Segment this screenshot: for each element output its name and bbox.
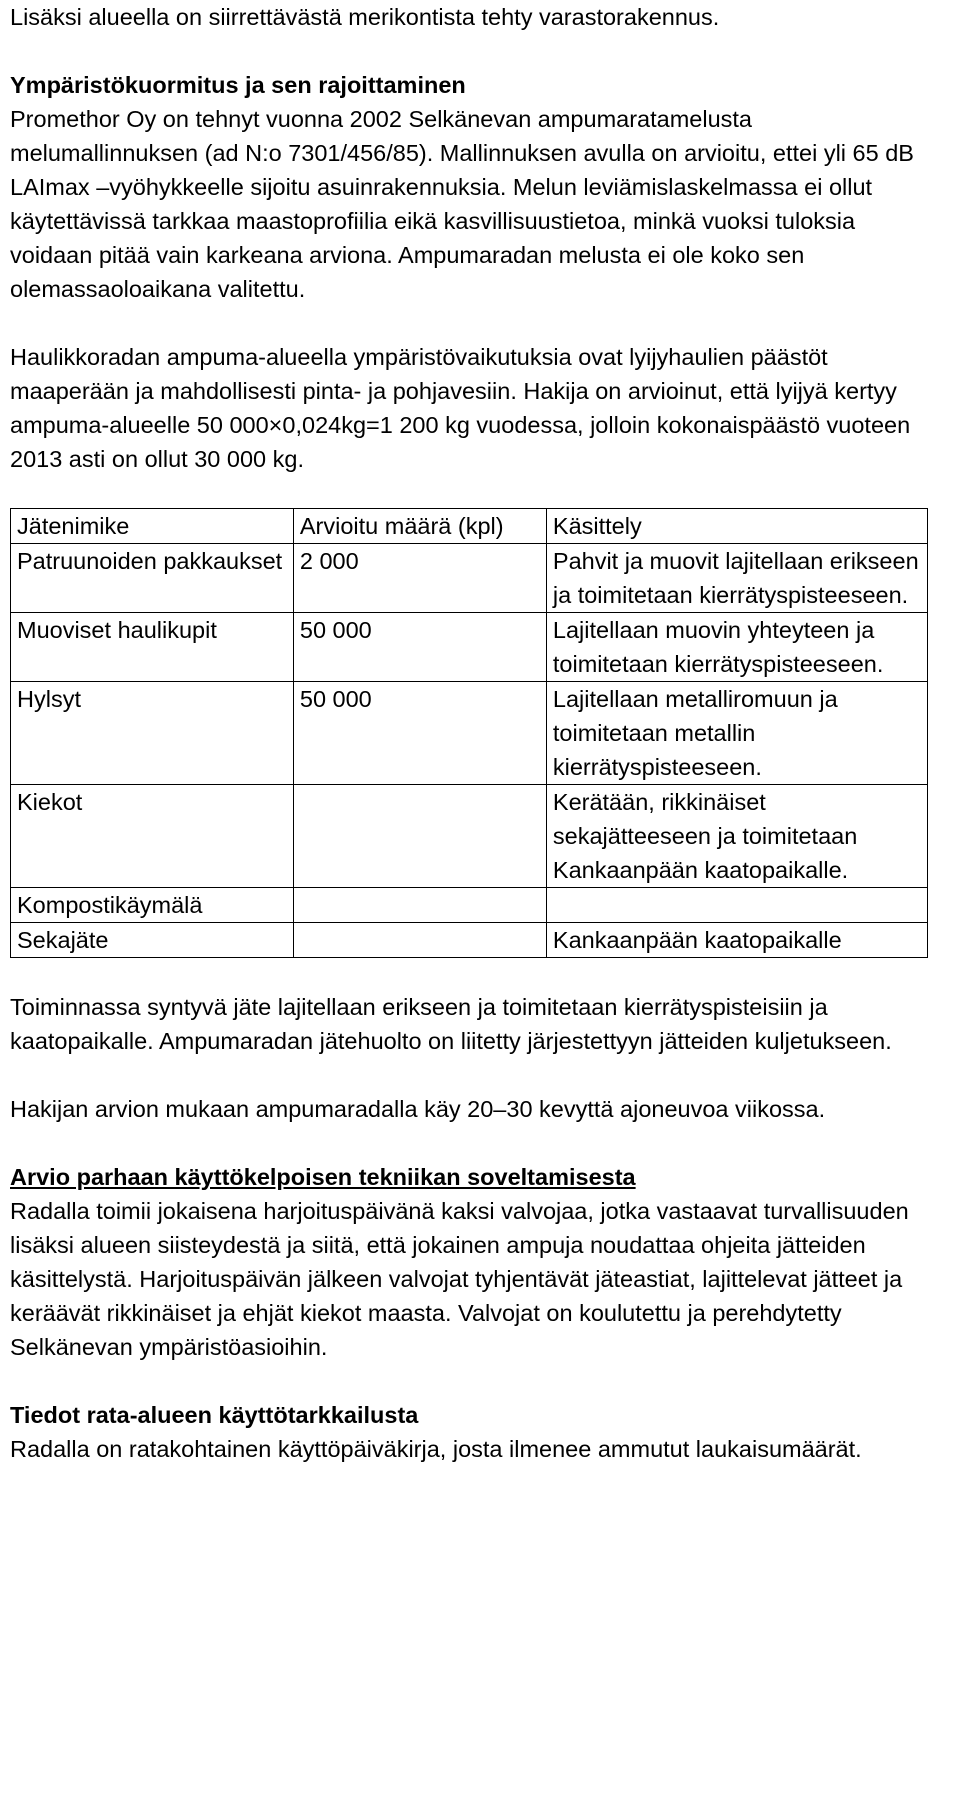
table-header-row (11, 509, 928, 544)
table-cell: Kompostikäymälä (11, 888, 294, 923)
lead-paragraph: Haulikkoradan ampuma-alueella ympäristövaikutuksia ovat lyijyhaulien päästöt maaperään ja mahdollisesti pinta- ja pohjavesiin. Hakija on arvioinut, että lyijyä kertyy ampuma-alueelle 50 000×0,024kg=1 200 kg vuodessa, jolloin kokonaispäästö vuoteen 2013 asti on ollut 30 000 kg. (10, 344, 911, 472)
monitoring-paragraph: Radalla on ratakohtainen käyttöpäiväkirja, josta ilmenee ammutut laukaisumäärät. (10, 1436, 862, 1462)
table-cell: 2 000 (293, 544, 546, 613)
spacer (10, 306, 940, 340)
spacer (10, 1364, 940, 1398)
env-load-heading: Ympäristökuormitus ja sen rajoittaminen (10, 72, 466, 98)
table-row (11, 785, 928, 888)
bat-paragraph: Radalla toimii jokaisena harjoituspäivänä kaksi valvojaa, jotka vastaavat turvallisuuden lisäksi alueen siisteydestä ja siitä, että jokainen ampuja noudattaa ohjeita jätteiden käsittelystä. Harjoituspäivän jälkeen valvojat tyhjentävät jäteastiat, lajittelevat jätteet ja keräävät rikkinäiset ja ehjät kiekot maasta. Valvojat on koulutettu ja perehdytetty Selkänevan ympäristöasioihin. (10, 1198, 909, 1360)
table-cell: Kiekot (11, 785, 294, 888)
table-cell (546, 888, 927, 923)
table-cell: Pahvit ja muovit lajitellaan erikseen ja toimitetaan kierrätyspisteeseen. (546, 544, 927, 613)
table-row (11, 923, 928, 958)
intro-paragraph: Lisäksi alueella on siirrettävästä merikontista tehty varastorakennus. (10, 4, 720, 30)
table-cell (293, 923, 546, 958)
table-cell: Kerätään, rikkinäiset sekajätteeseen ja toimitetaan Kankaanpään kaatopaikalle. (546, 785, 927, 888)
table-cell (293, 888, 546, 923)
table-cell: Hylsyt (11, 682, 294, 785)
table-cell: Patruunoiden pakkaukset (11, 544, 294, 613)
table-cell: Lajitellaan metalliromuun ja toimitetaan metallin kierrätyspisteeseen. (546, 682, 927, 785)
spacer (10, 1058, 940, 1092)
monitoring-heading: Tiedot rata-alueen käyttötarkkailusta (10, 1402, 419, 1428)
table-cell: 50 000 (293, 682, 546, 785)
table-cell: Muoviset haulikupit (11, 613, 294, 682)
table-cell (293, 785, 546, 888)
table-cell: Sekajäte (11, 923, 294, 958)
table-cell: Lajitellaan muovin yhteyteen ja toimitetaan kierrätyspisteeseen. (546, 613, 927, 682)
header-cell-waste-name: Jätenimike (11, 509, 294, 544)
spacer (10, 34, 940, 68)
table-row (11, 613, 928, 682)
table-row (11, 888, 928, 923)
table-row (11, 682, 928, 785)
header-cell-handling: Käsittely (546, 509, 927, 544)
table-cell: 50 000 (293, 613, 546, 682)
noise-paragraph: Promethor Oy on tehnyt vuonna 2002 Selkänevan ampumaratamelusta melumallinnuksen (ad N:o 7301/456/85). Mallinnuksen avulla on arvioitu, ettei yli 65 dB LAImax –vyöhykkeelle sijoitu asuinrakennuksia. Melun leviämislaskelmassa ei ollut käytettävissä tarkkaa maastoprofiilia eikä kasvillisuustietoa, minkä vuoksi tuloksia voidaan pitää vain karkeana arviona. Ampumaradan melusta ei ole koko sen olemassaoloaikana valitettu. (10, 106, 914, 302)
waste-table (10, 508, 928, 958)
traffic-paragraph: Hakijan arvion mukaan ampumaradalla käy 20–30 kevyttä ajoneuvoa viikossa. (10, 1096, 826, 1122)
waste-paragraph: Toiminnassa syntyvä jäte lajitellaan erikseen ja toimitetaan kierrätyspisteisiin ja kaatopaikalle. Ampumaradan jätehuolto on liitetty järjestettyyn jätteiden kuljetukseen. (10, 994, 892, 1054)
table-row (11, 544, 928, 613)
spacer (10, 958, 940, 990)
document-page (10, 0, 940, 1466)
header-cell-amount: Arvioitu määrä (kpl) (293, 509, 546, 544)
bat-heading: Arvio parhaan käyttökelpoisen tekniikan soveltamisesta (10, 1164, 636, 1190)
spacer (10, 1126, 940, 1160)
spacer (10, 476, 940, 504)
table-cell: Kankaanpään kaatopaikalle (546, 923, 927, 958)
